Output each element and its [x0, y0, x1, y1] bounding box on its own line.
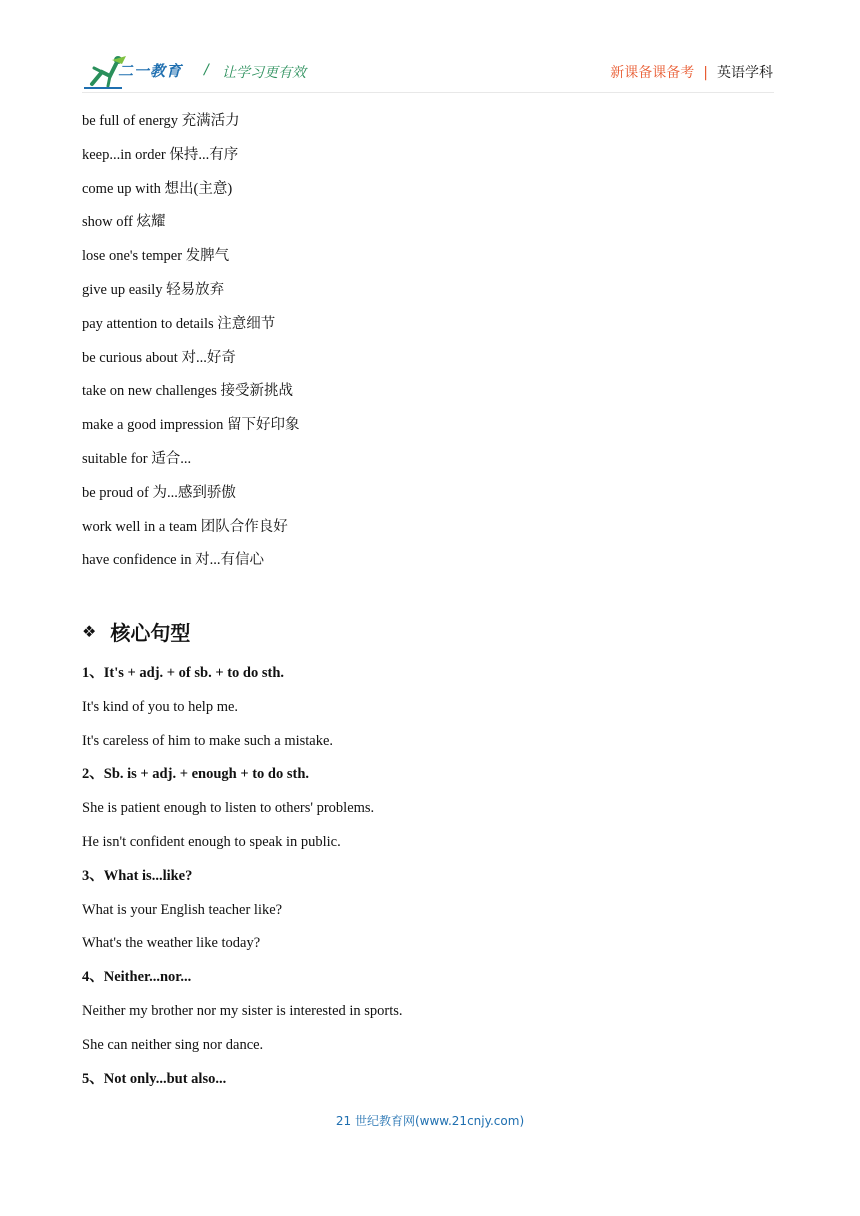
page-footer: 21 世纪教育网(www.21cnjy.com) — [335, 1114, 525, 1128]
pattern-example: She can neither sing nor dance. — [82, 1036, 264, 1053]
phrase-item: suitable for 适合... — [82, 450, 192, 467]
header-divider — [82, 92, 774, 93]
header-slogan: 让学习更有效 — [222, 65, 306, 81]
pattern-example: What is your English teacher like? — [82, 901, 283, 918]
phrase-item: lose one's temper 发脾气 — [82, 248, 230, 265]
pattern-heading: 5、Not only...but also... — [82, 1070, 227, 1087]
header-separator: | — [703, 65, 708, 81]
sentence-patterns — [82, 658, 774, 1097]
phrase-item: come up with 想出(主意) — [82, 180, 233, 197]
section-heading — [82, 617, 190, 646]
pattern-heading: 3、What is...like? — [82, 867, 193, 884]
phrase-item: keep...in order 保持...有序 — [82, 146, 239, 163]
phrase-item: have confidence in 对...有信心 — [82, 552, 265, 569]
header-subject: 英语学科 — [717, 65, 773, 81]
header-course: 新课备课备考 — [610, 65, 695, 81]
pattern-example: It's kind of you to help me. — [82, 698, 239, 715]
pattern-heading: 4、Neither...nor... — [82, 969, 192, 986]
phrase-item: take on new challenges 接受新挑战 — [82, 383, 294, 400]
header-slash: / — [204, 62, 209, 78]
pattern-heading: 1、It's + adj. + of sb. + to do sth. — [82, 665, 285, 681]
pattern-example: Neither my brother nor my sister is interested in sports. — [82, 1002, 403, 1019]
header-right — [610, 62, 773, 82]
page-header — [0, 0, 860, 100]
section-title: 核心句型 — [110, 621, 191, 645]
pattern-example: She is patient enough to listen to others' problems. — [82, 800, 375, 817]
pattern-example: He isn't confident enough to speak in public. — [82, 833, 341, 850]
phrase-item: be curious about 对...好奇 — [82, 349, 236, 366]
phrase-item: be full of energy 充满活力 — [82, 113, 240, 129]
diamond-bullet-icon: ❖ — [82, 622, 97, 641]
phrase-item: be proud of 为...感到骄傲 — [82, 484, 236, 501]
phrase-item: pay attention to details 注意细节 — [82, 315, 276, 332]
phrase-item: work well in a team 团队合作良好 — [82, 518, 288, 535]
pattern-heading: 2、Sb. is + adj. + enough + to do sth. — [82, 766, 310, 783]
phrase-item: give up easily 轻易放弃 — [82, 281, 225, 298]
phrase-item: make a good impression 留下好印象 — [82, 417, 300, 434]
pattern-example: It's careless of him to make such a mistake. — [82, 732, 334, 749]
phrase-list — [82, 106, 774, 579]
pattern-example: What's the weather like today? — [82, 935, 261, 952]
logo-text: 二一教育 — [118, 62, 183, 80]
phrase-item: show off 炫耀 — [82, 214, 166, 231]
